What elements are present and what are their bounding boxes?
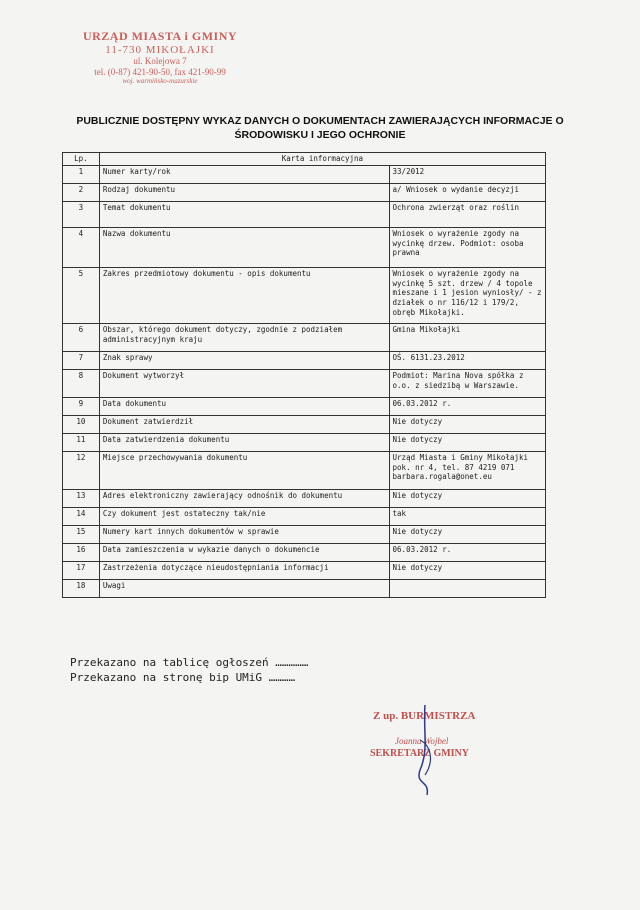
row-value: 06.03.2012 r. xyxy=(389,397,545,415)
row-label: Rodzaj dokumentu xyxy=(99,183,389,201)
table-row xyxy=(63,415,546,433)
row-label: Czy dokument jest ostateczny tak/nie xyxy=(99,507,389,525)
table-row xyxy=(63,507,546,525)
stamp-line: tel. (0-87) 421-90-50, fax 421-90-99 xyxy=(94,66,226,77)
row-label: Zakres przedmiotowy dokumentu - opis dokumentu xyxy=(99,267,389,323)
row-number: 11 xyxy=(63,433,100,451)
row-label: Data zatwierdzenia dokumentu xyxy=(99,433,389,451)
row-label: Nazwa dokumentu xyxy=(99,227,389,267)
row-label: Obszar, którego dokument dotyczy, zgodnie z podziałem administracyjnym kraju xyxy=(99,323,389,351)
footer-line: Przekazano na tablicę ogłoszeń …………… xyxy=(70,656,309,669)
row-label: Numer karty/rok xyxy=(99,165,389,183)
row-value: a/ Wniosek o wydanie decyzji xyxy=(389,183,545,201)
row-label: Miejsce przechowywania dokumentu xyxy=(99,451,389,489)
office-stamp xyxy=(60,30,260,85)
footer-line: Przekazano na stronę bip UMiG ………… xyxy=(70,671,296,685)
table-header-row xyxy=(63,153,546,166)
row-number: 10 xyxy=(63,415,100,433)
row-value: Podmiot: Marina Nova spółka z o.o. z siedzibą w Warszawie. xyxy=(389,369,545,397)
row-number: 17 xyxy=(63,561,100,579)
table-row xyxy=(63,451,546,489)
document-title xyxy=(60,114,580,142)
row-value: Gmina Mikołajki xyxy=(389,323,545,351)
signature-line: Joanna Wojbel xyxy=(395,736,449,746)
info-table xyxy=(62,152,546,598)
table-row xyxy=(63,561,546,579)
row-value: 06.03.2012 r. xyxy=(389,543,545,561)
table-row xyxy=(63,227,546,267)
row-label: Data zamieszczenia w wykazie danych o dokumencie xyxy=(99,543,389,561)
signature-line: SEKRETARZ GMINY xyxy=(370,748,469,759)
row-number: 1 xyxy=(63,165,100,183)
row-number: 8 xyxy=(63,369,100,397)
signature-stamp xyxy=(365,710,495,800)
row-value: Ochrona zwierząt oraz roślin xyxy=(389,201,545,227)
row-number: 5 xyxy=(63,267,100,323)
row-value: Wniosek o wyrażenie zgody na wycinkę 5 szt. drzew / 4 topole mieszane i 1 jesion wyniosły/ - z działek o nr 116/12 i 179/2, obręb Mikołajki. xyxy=(389,267,545,323)
table-row xyxy=(63,579,546,597)
row-label: Dokument wytworzył xyxy=(99,369,389,397)
row-number: 4 xyxy=(63,227,100,267)
header-title: Karta informacyjna xyxy=(99,153,545,166)
row-number: 13 xyxy=(63,489,100,507)
table-row xyxy=(63,369,546,397)
row-label: Dokument zatwierdził xyxy=(99,415,389,433)
row-value: Nie dotyczy xyxy=(389,489,545,507)
row-value xyxy=(389,579,545,597)
row-value: Urząd Miasta i Gminy Mikołajki pok. nr 4, tel. 87 4219 071 barbara.rogala@onet.eu xyxy=(389,451,545,489)
row-number: 18 xyxy=(63,579,100,597)
row-value: Nie dotyczy xyxy=(389,525,545,543)
stamp-line: 11-730 MIKOŁAJKI xyxy=(105,43,215,56)
title-line: PUBLICZNIE DOSTĘPNY WYKAZ DANYCH O DOKUMENTACH ZAWIERAJĄCYCH INFORMACJE O xyxy=(76,115,564,127)
row-value: Nie dotyczy xyxy=(389,415,545,433)
row-number: 3 xyxy=(63,201,100,227)
row-label: Adres elektroniczny zawierający odnośnik do dokumentu xyxy=(99,489,389,507)
table-row xyxy=(63,543,546,561)
row-label: Znak sprawy xyxy=(99,351,389,369)
row-label: Data dokumentu xyxy=(99,397,389,415)
row-number: 6 xyxy=(63,323,100,351)
row-number: 12 xyxy=(63,451,100,489)
table-row xyxy=(63,323,546,351)
signature-line: Z up. BURMISTRZA xyxy=(373,710,476,722)
row-value: Nie dotyczy xyxy=(389,561,545,579)
table-row xyxy=(63,525,546,543)
stamp-line: URZĄD MIASTA i GMINY xyxy=(82,29,238,43)
row-number: 7 xyxy=(63,351,100,369)
row-value: 33/2012 xyxy=(389,165,545,183)
row-label: Zastrzeżenia dotyczące nieudostępniania informacji xyxy=(99,561,389,579)
signature-scribble xyxy=(405,700,445,800)
table-row xyxy=(63,201,546,227)
row-number: 9 xyxy=(63,397,100,415)
row-value: Wniosek o wyrażenie zgody na wycinkę drzew. Podmiot: osoba prawna xyxy=(389,227,545,267)
row-label: Uwagi xyxy=(99,579,389,597)
title-line: ŚRODOWISKU I JEGO OCHRONIE xyxy=(234,129,406,142)
row-number: 16 xyxy=(63,543,100,561)
row-value: tak xyxy=(389,507,545,525)
table-row xyxy=(63,397,546,415)
header-lp: Lp. xyxy=(63,153,100,166)
row-value: OŚ. 6131.23.2012 xyxy=(389,351,545,369)
table-row xyxy=(63,165,546,183)
row-number: 2 xyxy=(63,183,100,201)
footer-notes xyxy=(70,655,308,686)
table-row xyxy=(63,489,546,507)
row-value: Nie dotyczy xyxy=(389,433,545,451)
stamp-line: woj. warmińsko-mazurskie xyxy=(122,77,198,86)
row-number: 15 xyxy=(63,525,100,543)
stamp-line: ul. Kolejowa 7 xyxy=(133,56,187,67)
row-label: Numery kart innych dokumentów w sprawie xyxy=(99,525,389,543)
row-number: 14 xyxy=(63,507,100,525)
table-row xyxy=(63,267,546,323)
table-row xyxy=(63,433,546,451)
row-label: Temat dokumentu xyxy=(99,201,389,227)
table-row xyxy=(63,183,546,201)
table-row xyxy=(63,351,546,369)
